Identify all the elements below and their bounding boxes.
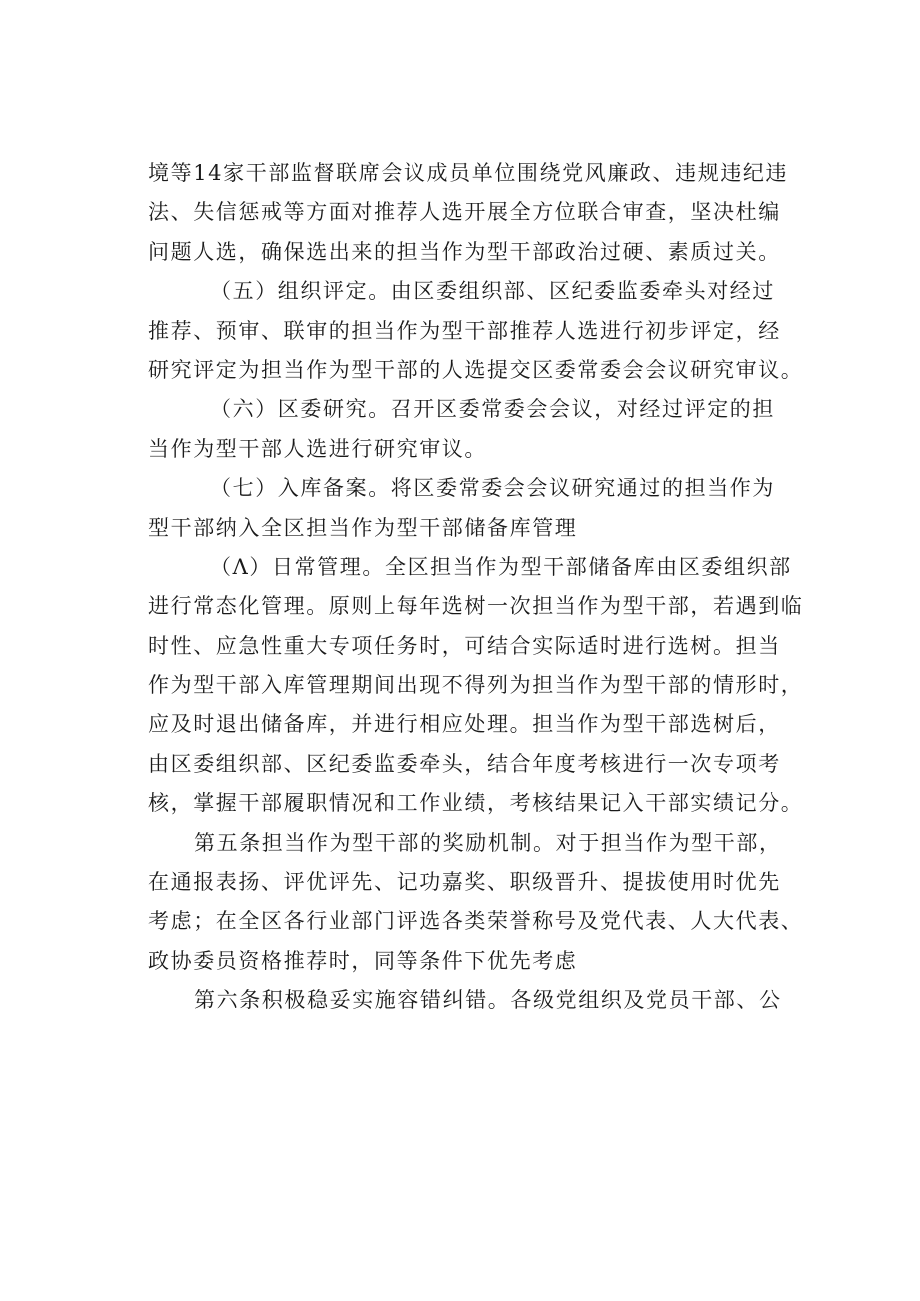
text-line: 研究评定为担当作为型干部的人选提交区委常委会会议研究审议。	[148, 357, 804, 382]
text-line: 问题人选，确保选出来的担当作为型干部政治过硬、素质过关。	[148, 239, 781, 264]
text-line: 进行常态化管理。原则上每年选树一次担当作为型干部，若遇到临	[148, 594, 804, 619]
text-line: 由区委组织部、区纪委监委牵头，结合年度考核进行一次专项考	[148, 751, 781, 776]
section-six-heading-line: （六）区委研究。召开区委常委会会议，对经过评定的担	[210, 397, 775, 422]
text-line: 考虑；在全区各行业部门评选各类荣誉称号及党代表、人大代表、	[148, 909, 804, 934]
text-line: 推荐、预审、联审的担当作为型干部推荐人选进行初步评定，经	[148, 318, 781, 343]
text-line: 法、失信惩戒等方面对推荐人选开展全方位联合审查，坚决杜编	[148, 200, 781, 225]
text-line: 型干部纳入全区担当作为型干部储备库管理	[148, 515, 578, 540]
section-eight-heading-line: （Λ）日常管理。全区担当作为型干部储备库由区委组织部	[210, 554, 792, 579]
text-line: 在通报表扬、评优评先、记功嘉奖、职级晋升、提拔使用时优先	[148, 870, 781, 895]
article-five-heading-line: 第五条担当作为型干部的奖励机制。对于担当作为型干部，	[194, 830, 782, 855]
text-line: 核，掌握干部履职情况和工作业绩，考核结果记入干部实绩记分。	[148, 791, 804, 816]
document-body	[148, 154, 813, 1021]
text-line: 政协委员资格推荐时，同等条件下优先考虑	[148, 948, 578, 973]
article-six-heading-line: 第六条积极稳妥实施容错纠错。各级党组织及党员干部、公	[194, 988, 782, 1013]
section-five-heading-line: （五）组织评定。由区委组织部、区纪委监委牵头对经过	[210, 279, 775, 304]
text-line: 境等14家干部监督联席会议成员单位围绕党风廉政、违规违纪违	[148, 161, 789, 185]
section-seven-heading-line: （七）入库备案。将区委常委会会议研究通过的担当作为	[210, 476, 775, 501]
text-line: 当作为型干部人选进行研究审议。	[148, 436, 487, 461]
text-line: 应及时退出储备库，并进行相应处理。担当作为型干部选树后，	[148, 712, 781, 737]
text-line: 时性、应急性重大专项任务时，可结合实际适时进行选树。担当	[148, 633, 781, 658]
text-line: 作为型干部入库管理期间出现不得列为担当作为型干部的情形时，	[148, 673, 804, 698]
